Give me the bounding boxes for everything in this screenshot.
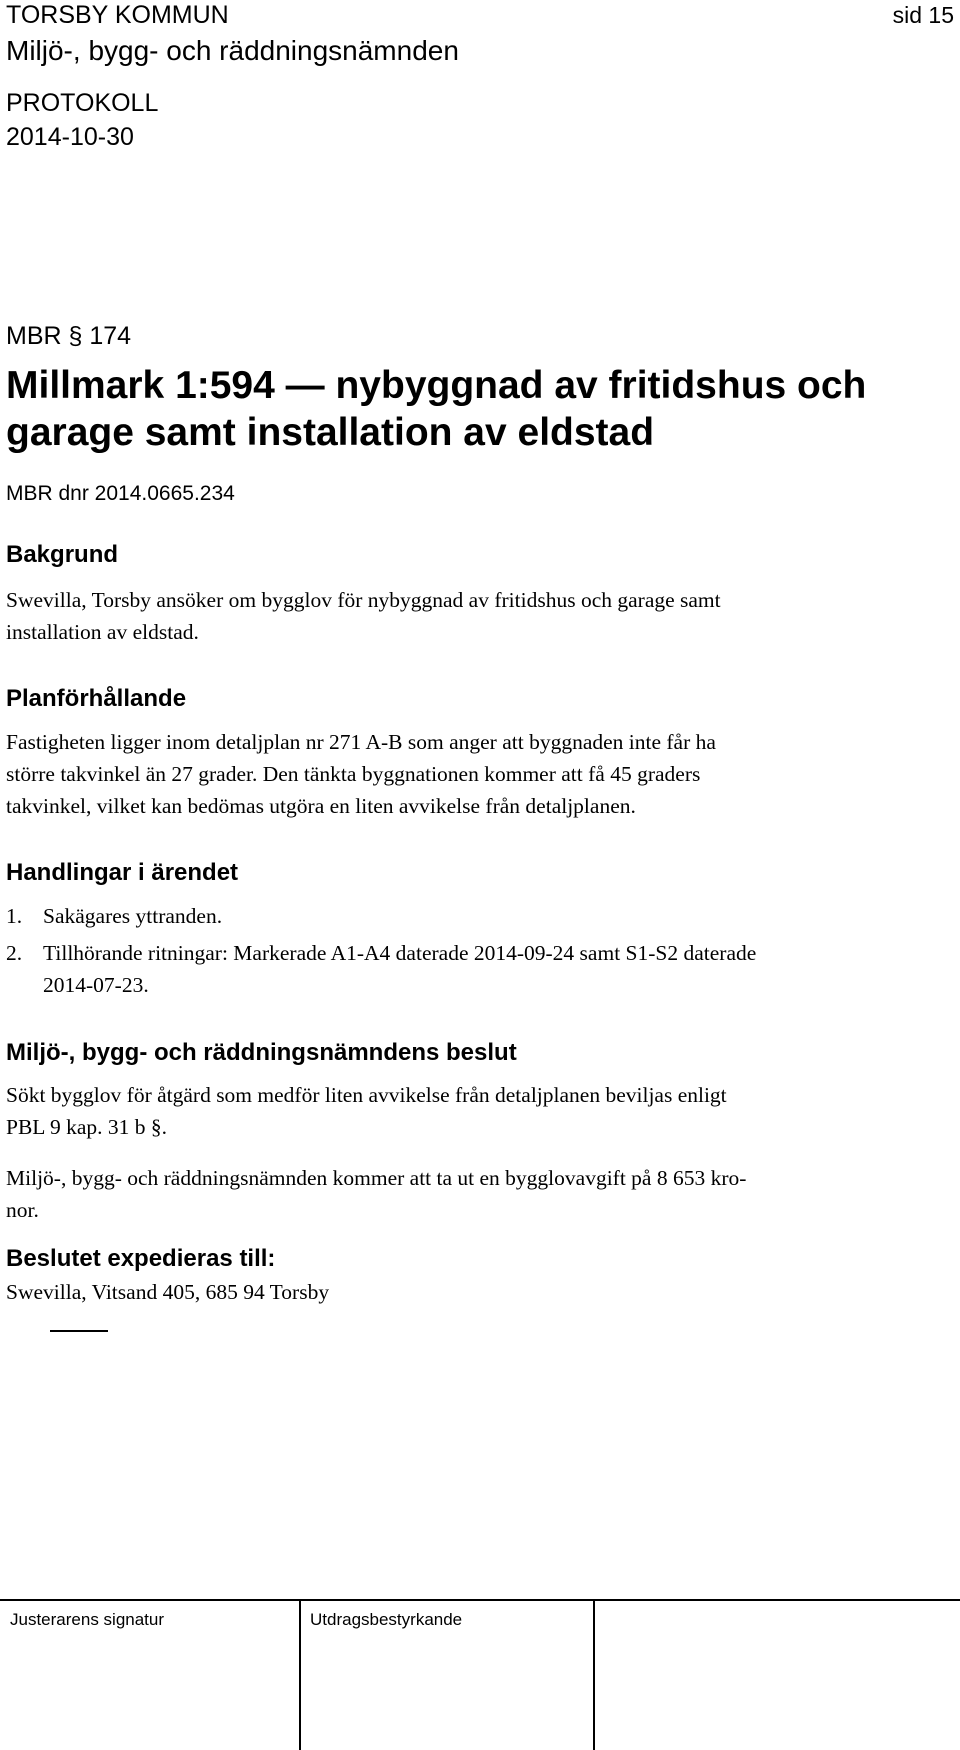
meeting-date: 2014-10-30 <box>6 123 134 151</box>
section-heading-handlingar: Handlingar i ärendet <box>6 859 239 886</box>
page-number: sid 15 <box>892 2 954 28</box>
list-item-text: Tillhörande ritningar: Markerade A1-A4 daterade 2014-09-24 samt S1-S2 daterade <box>43 941 757 965</box>
footer-top-rule <box>0 1599 960 1601</box>
list-item <box>6 937 756 969</box>
bakgrund-text-line-1: Swevilla, Torsby ansöker om bygglov för nybyggnad av fritidshus och garage samt <box>6 588 721 612</box>
committee-name: Miljö-, bygg- och räddningsnämnden <box>6 35 459 66</box>
list-item-number: 2. <box>6 941 23 965</box>
footer-signature-label: Justerarens signatur <box>10 1610 165 1629</box>
list-item-continuation: 2014-07-23. <box>43 973 149 997</box>
footer-divider-2 <box>593 1599 595 1750</box>
item-title-line-2: garage samt installation av eldstad <box>6 411 655 454</box>
footer-divider-1 <box>299 1599 301 1750</box>
municipality-name: TORSBY KOMMUN <box>6 1 229 29</box>
section-heading-expedieras: Beslutet expedieras till: <box>6 1245 276 1272</box>
item-title-line-1: Millmark 1:594 — nybyggnad av fritidshus och <box>6 364 867 407</box>
footer-extract-label: Utdragsbestyrkande <box>310 1610 463 1629</box>
recipient-address: Swevilla, Vitsand 405, 685 94 Torsby <box>6 1280 330 1304</box>
section-heading-planforhallande: Planförhållande <box>6 685 187 712</box>
planforhallande-text-line-3: takvinkel, vilket kan bedömas utgöra en liten avvikelse från detaljplanen. <box>6 794 636 818</box>
beslut-text-line-2: PBL 9 kap. 31 b §. <box>6 1115 168 1139</box>
list-item-number: 1. <box>6 904 23 928</box>
section-heading-beslut: Miljö-, bygg- och räddningsnämndens beslut <box>6 1039 517 1066</box>
beslut-fee-line-1: Miljö-, bygg- och räddningsnämnden kommer att ta ut en bygglovavgift på 8 653 kro- <box>6 1166 747 1190</box>
case-number: MBR dnr 2014.0665.234 <box>6 482 235 505</box>
paragraph-number: MBR § 174 <box>6 322 132 350</box>
beslut-text-line-1: Sökt bygglov för åtgärd som medför liten avvikelse från detaljplanen beviljas enligt <box>6 1083 727 1107</box>
beslut-fee-line-2: nor. <box>6 1198 39 1222</box>
list-item-text: Sakägares yttranden. <box>43 904 223 928</box>
list-item <box>6 900 222 932</box>
planforhallande-text-line-1: Fastigheten ligger inom detaljplan nr 271 A-B som anger att byggnaden inte får ha <box>6 730 716 754</box>
end-divider <box>50 1330 108 1332</box>
section-heading-bakgrund: Bakgrund <box>6 541 119 568</box>
planforhallande-text-line-2: större takvinkel än 27 grader. Den tänkta byggnationen kommer att få 45 graders <box>6 762 701 786</box>
bakgrund-text-line-2: installation av eldstad. <box>6 620 199 644</box>
document-type: PROTOKOLL <box>6 89 159 117</box>
